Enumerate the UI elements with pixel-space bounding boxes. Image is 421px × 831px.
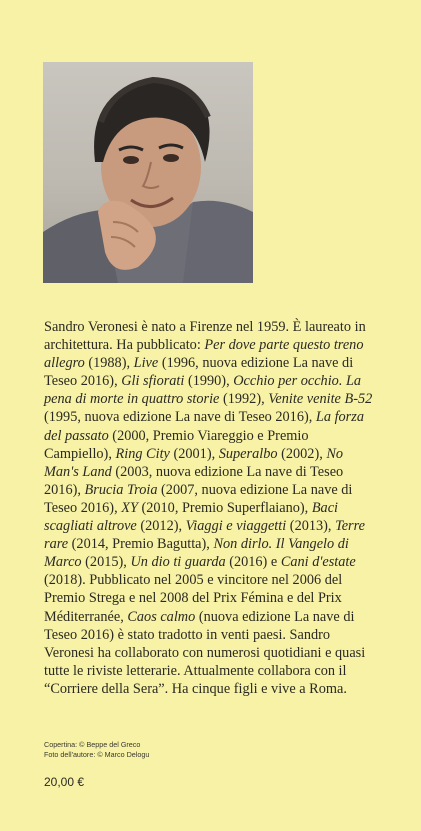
bio-text: (2010, Premio Superflaiano),	[137, 499, 312, 516]
book-title: La forza del passato	[44, 409, 364, 444]
bio-text: (2003, nuova edizione La nave di Teseo 2016),	[44, 463, 344, 498]
book-title: Occhio per occhio. La pena di morte in quattro storie	[44, 373, 362, 408]
bio-text: (2012),	[136, 518, 186, 535]
book-title: Un dio ti guarda	[130, 554, 226, 571]
book-title: Non dirlo. Il Vangelo di Marco	[44, 536, 349, 571]
bio-text: (2018). Pubblicato nel 2005 e vincitore nel 2006 del Premio Strega e nel 2008 del Prix Fémina e del Prix Méditerranée,	[44, 572, 343, 625]
book-title: Baci scagliati altrove	[44, 499, 339, 535]
bio-text: (1995, nuova edizione La nave di Teseo 2016),	[44, 409, 316, 426]
book-title: Caos calmo	[127, 608, 196, 625]
book-title: Viaggi e viaggetti	[185, 518, 287, 535]
book-title: XY	[121, 499, 138, 516]
book-title: Venite venite B-52	[268, 391, 373, 408]
bio-text: (2007, nuova edizione La nave di Teseo 2016),	[44, 481, 353, 516]
photo-credit: Foto dell'autore: © Marco Delogu	[44, 749, 150, 759]
bio-text: (1990),	[184, 373, 234, 390]
bio-text: (2015),	[81, 554, 131, 571]
book-title: Cani d'estate	[280, 554, 356, 571]
bio-text: (2002),	[277, 445, 327, 462]
bio-text: (nuova edizione La nave di Teseo 2016) è stato tradotto in venti paesi. Sandro Veronesi ha collaborato con numerosi quotidiani e quasi tutte le riviste letterarie. Attualmente collabora con il “Corriere della Sera”. Ha cinque figli e vive a Roma.	[44, 608, 366, 697]
book-title: Per dove parte questo treno allegro	[44, 337, 364, 372]
book-title: Live	[133, 355, 159, 372]
bio-text: (1988),	[84, 355, 134, 372]
bio-text: (2001),	[169, 445, 219, 462]
bio-text: (2000, Premio Viareggio e Premio Campiello),	[44, 427, 309, 462]
bio-text: (1996, nuova edizione La nave di Teseo 2016),	[44, 355, 354, 390]
author-portrait-image	[43, 62, 253, 283]
bio-text: (2014, Premio Bagutta),	[68, 536, 214, 553]
image-credits	[44, 740, 149, 759]
bio-text: (1992),	[219, 391, 269, 408]
book-title: Superalbo	[218, 445, 278, 462]
book-title: No Man's Land	[44, 445, 344, 480]
book-title: Ring City	[115, 445, 170, 462]
book-title: Gli sfiorati	[121, 373, 185, 390]
author-biography	[44, 318, 379, 698]
cover-credit: Copertina: © Beppe del Greco	[44, 740, 141, 749]
bio-text: (2016) e	[225, 554, 281, 571]
bio-text: Sandro Veronesi è nato a Firenze nel 1959. È laureato in architettura. Ha pubblicato:	[44, 319, 366, 354]
author-photo	[43, 62, 253, 283]
book-title: Brucia Troia	[84, 481, 158, 498]
price-label: 20,00 €	[44, 775, 85, 789]
book-title: Terre rare	[44, 518, 366, 553]
bio-text: (2013),	[286, 518, 336, 535]
